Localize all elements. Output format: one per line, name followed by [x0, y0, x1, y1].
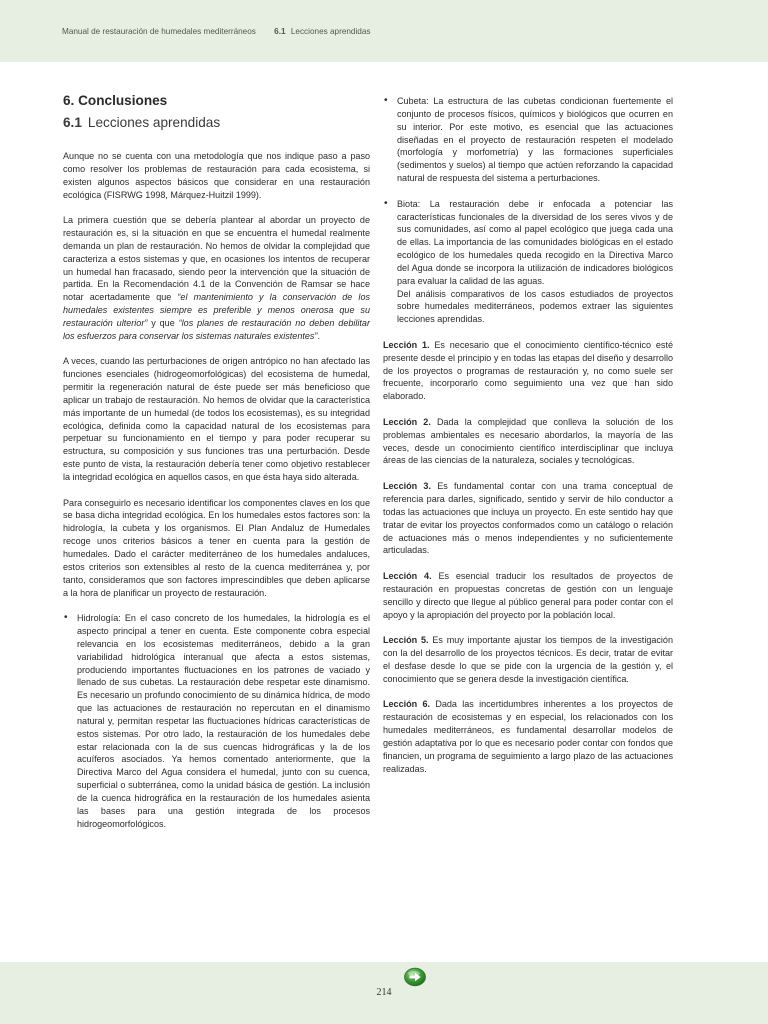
- list-item-hidrologia: • Hidrología: En el caso concreto de los humedales, la hidrología es el aspecto principal a tener en cuenta. Este componente cobra especial relevancia en los ecosistemas mediterráneos, debido a la gran variabilidad hidrológica interanual que afecta a estos sistemas, produciendo importantes fluctuaciones en los patrones de vaciado y llenado de sus cubetas. La restauración debe respetar este dinamismo. Es necesario un profundo conocimiento de su dinámica hídrica, de modo que las actuaciones de restauración no repercutan en el dinamismo natural y, permitan respetar las fluctuaciones hídricas características de estos sistemas. Por otro lado, la restauración de los humedales debe estar relacionada con la de sus cuencas hidrográficas y la de los acuíferos asociados. Ya hemos comentado anteriormente, que la Directiva Marco del Agua considera el humedal, junto con su cuenca, superficial o subterránea, como la unidad básica de gestión. La inclusión de la cuenca hidrográfica en la restauración de los humedales asienta las bases para una gestión integrada de los procesos hidrogeomorfológicos.: [63, 612, 370, 830]
- lesson-label: Lección 3.: [383, 481, 431, 492]
- list-item-cubeta: • Cubeta: La estructura de las cubetas condicionan fuertemente el conjunto de procesos físicos, químicos y biológicos que ocurren en su interior. Por este motivo, es esencial que las actuaciones diseñadas en el proyecto de restauración respeten el modelado (morfología y morfometría) y las formaciones superficiales (sedimentos y suelos) al tiempo que actúen reforzando la capacidad natural de respuesta del sistema a perturbaciones.: [383, 95, 673, 185]
- right-column: [383, 95, 673, 775]
- lesson-label: Lección 6.: [383, 699, 431, 710]
- ramsar-quote-1: “el mantenimiento y la conservación de los humedales existentes siempre es preferible y menos onerosa que su restauración ulterior”: [63, 292, 370, 328]
- paragraph: Para conseguirlo es necesario identificar los componentes claves en los que se basa dicha integridad ecológica. En los humedales estos factores son: la hidrología, la cubeta y los organismos. El Plan Andaluz de Humedales recoge unos criterios básicos a tener en cuenta para la gestión de humedales. Dado el carácter mediterráneo de los humedales andaluces, estos criterios son extensibles al resto de la cuenca mediterránea y, por tanto, consideramos que son factores imprescindibles que deben aplicarse a la hora de planificar un proyecto de restauración.: [63, 497, 370, 598]
- lesson-text: Es esencial traducir los resultados de proyectos de restauración en propuestas concretas de gestión con un lenguaje sencillo y directo que llegue al público general para poder contar con el apoyo y la apropiación del proyecto por la población local.: [383, 570, 673, 620]
- lesson-text: Dada las incertidumbres inherentes a los proyectos de restauración de ecosistemas y en especial, los relacionados con los humedales mediterráneos, es fundamental desarrollar modelos de gestión adaptativa por lo que es necesario poder contar con fondos que financien, un programa de seguimiento a largo plazo de las actuaciones realizadas.: [383, 699, 674, 774]
- arrow-right-circle-icon: [403, 967, 427, 987]
- header-section-title: Lecciones aprendidas: [290, 27, 371, 36]
- lesson-text: Es necesario que el conocimiento científico-técnico esté presente desde el principio y en todas las etapas del diseño y desarrollo de los proyectos o programas de restauración y, no como suele ser frecuente, incorporarlo como seguimiento una vez que han sido elaborado.: [383, 339, 673, 402]
- quote-end: .: [317, 330, 320, 341]
- criteria-list: [63, 612, 370, 830]
- criteria-list-continued: [383, 95, 673, 288]
- paragraph: A veces, cuando las perturbaciones de origen antrópico no han afectado las funciones esenciales (hidrogeomorfológicas) del ecosistema de humedal, permitir la regeneración natural de éste puede ser más beneficioso que aplicar un trabajo de restauración. No hemos de olvidar que la característica más importante de un humedal (de todos los ecosistemas), es su integridad ecológica, definida como la capacidad natural de los ecosistemas para perpetuar su funcionamiento en el tiempo y para poder recuperar su estructura, su composición y sus funciones tras una perturbación. Desde este punto de vista, la restauración debería tener como objetivo restablecer la integridad ecológica en aquellos casos, en que ésta haya sido alterada.: [63, 356, 370, 482]
- running-header: [62, 27, 371, 36]
- lesson-text: Es fundamental contar con una trama conceptual de referencia para darles, significado, sentido y servir de hilo conductor a todas las actuaciones que incluya un proyecto. En este sentido hay que tratar de evitar los proyectos conformados como un catálogo o relación de actuaciones más o menos independientes y no suficientemente articuladas.: [383, 481, 674, 556]
- page-number: 214: [376, 987, 392, 998]
- chapter-heading: 6. Conclusiones: [63, 93, 168, 108]
- lessons-intro: Del análisis comparativos de los casos estudiados de proyectos sobre humedales mediterráneos, podemos extraer las siguientes lecciones aprendidas.: [397, 288, 673, 325]
- lesson-5: [383, 634, 673, 685]
- lesson-1: [383, 339, 673, 403]
- header-book-title: Manual de restauración de humedales mediterráneos: [62, 27, 256, 36]
- lesson-text: Es muy importante ajustar los tiempos de la investigación con la del desarrollo de los proyectos técnicos. Es decir, tratar de evitar el desfase desde lo que se pide con la urgencia de la gestión y, el conocimiento que se genera desde la investigación científica.: [383, 635, 673, 684]
- lesson-4: [383, 570, 673, 621]
- header-section-number: 6.1: [274, 27, 286, 36]
- lesson-3: [383, 480, 673, 557]
- lesson-label: Lección 5.: [383, 635, 429, 646]
- paragraph-text: La primera cuestión que se debería plantear al abordar un proyecto de restauración es, si la situación en que se encuentra el humedal realmente demanda un plan de restauración. No hemos de olvidar la complejidad que caracteriza a estos sistemas y que, en ocasiones los intentos de recuperar un humedal han fracasado, siendo peor la intervención que la situación de partida. En la Recomendación 4.1 de la Convención de Ramsar se hace notar acertadamente que: [63, 215, 370, 303]
- next-page-button[interactable]: [403, 967, 427, 987]
- lesson-2: [383, 416, 673, 467]
- paragraph: Aunque no se cuenta con una metodología que nos indique paso a paso como resolver los problemas de restauración para cada ecosistema, si existen algunos aspectos básicos que considerar en una restauración ecológica (FISRWG 1998, Márquez-Huitzil 1999).: [63, 151, 370, 200]
- paragraph-with-quotes: [63, 214, 370, 342]
- lesson-6: [383, 698, 673, 775]
- lesson-label: Lección 1.: [383, 339, 430, 350]
- section-title: Lecciones aprendidas: [87, 115, 221, 130]
- left-column: [63, 92, 370, 831]
- quote-join: y que: [147, 317, 179, 328]
- lesson-label: Lección 2.: [383, 416, 431, 427]
- ramsar-quote-2: “los planes de restauración no deben debilitar los esfuerzos para conservar los sistemas naturales existentes”: [63, 317, 370, 341]
- section-heading: [63, 114, 370, 132]
- list-item-biota: • Biota: La restauración debe ir enfocada a potenciar las características funcionales de la diversidad de los seres vivos y de sus comunidades, así como al papel ecológico que juega cada una de ellas. La importancia de las comunidades biológicas en el estado ecológico de los humedales queda recogido en la Directiva Marco del Agua donde se incorpora la utilización de indicadores biológicos para evaluar la calidad de las aguas.: [383, 198, 673, 288]
- lesson-label: Lección 4.: [383, 570, 432, 581]
- lesson-text: Dada la complejidad que conlleva la solución de los problemas ambientales es necesario abordarlos, la mayoría de las veces, desde un conocimiento científico interdisciplinar que incluya áreas de las ciencias de la naturaleza, sociales y tecnológicas.: [383, 416, 674, 466]
- header-section: [274, 27, 370, 36]
- section-number: 6.1: [63, 115, 82, 130]
